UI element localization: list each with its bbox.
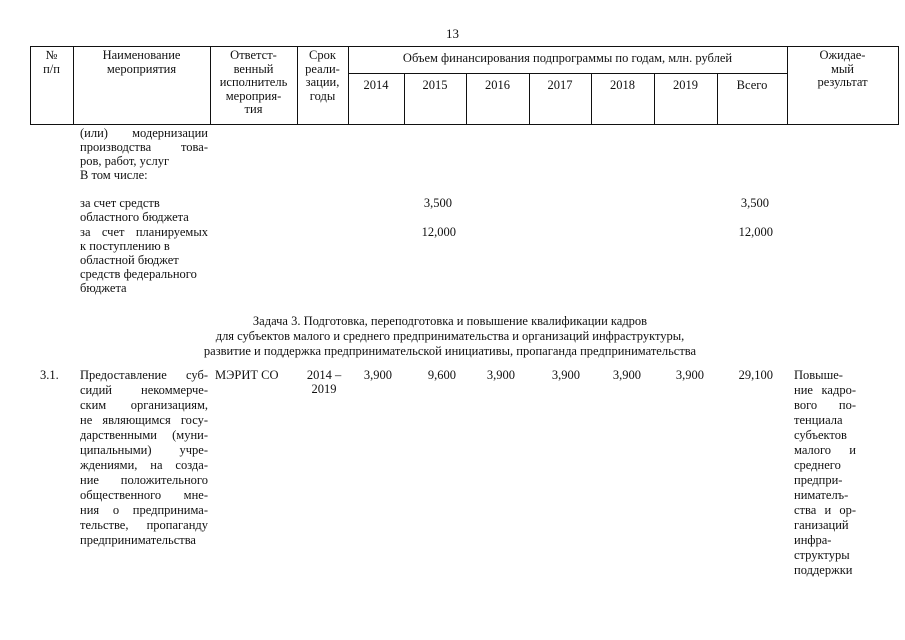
- header-year: 2018: [610, 78, 635, 92]
- header-total: Всего: [736, 78, 768, 92]
- header-year: 2014: [363, 78, 389, 92]
- header-year: 2015: [422, 78, 448, 92]
- item-executor: МЭРИТ СО: [215, 368, 279, 382]
- header-name: Наименование мероприятия: [102, 48, 181, 76]
- value-2014: 3,900: [363, 368, 392, 382]
- value-2019: 3,900: [675, 368, 704, 382]
- header-num: № п/п: [43, 48, 60, 76]
- value-2018: 3,900: [612, 368, 641, 382]
- table-header: [30, 46, 898, 124]
- value-2015: 3,500: [423, 196, 452, 210]
- item-term: 2014 –: [306, 368, 342, 382]
- header-year: 2017: [547, 78, 573, 92]
- page-number: 13: [446, 26, 459, 41]
- item-term: 2019: [311, 382, 337, 396]
- funding-divider: [348, 73, 787, 74]
- header-result: Ожидае- мый результат: [817, 48, 868, 89]
- value-2015: 12,000: [421, 225, 456, 239]
- header-year: 2019: [673, 78, 698, 92]
- value-total: 3,500: [740, 196, 769, 210]
- header-year: 2016: [485, 78, 510, 92]
- item-number: 3.1.: [40, 368, 59, 382]
- value-2016: 3,900: [486, 368, 515, 382]
- value-total: 29,100: [738, 368, 773, 382]
- value-total: 12,000: [738, 225, 773, 239]
- header-funding-title: Объем финансирования подпрограммы по годам, млн. рублей: [402, 51, 733, 65]
- value-2015: 9,600: [427, 368, 456, 382]
- value-2017: 3,900: [551, 368, 580, 382]
- header-executor: Ответст- венный исполнитель мероприя- тия: [219, 48, 288, 116]
- header-term: Срок реали- зации, годы: [305, 48, 340, 103]
